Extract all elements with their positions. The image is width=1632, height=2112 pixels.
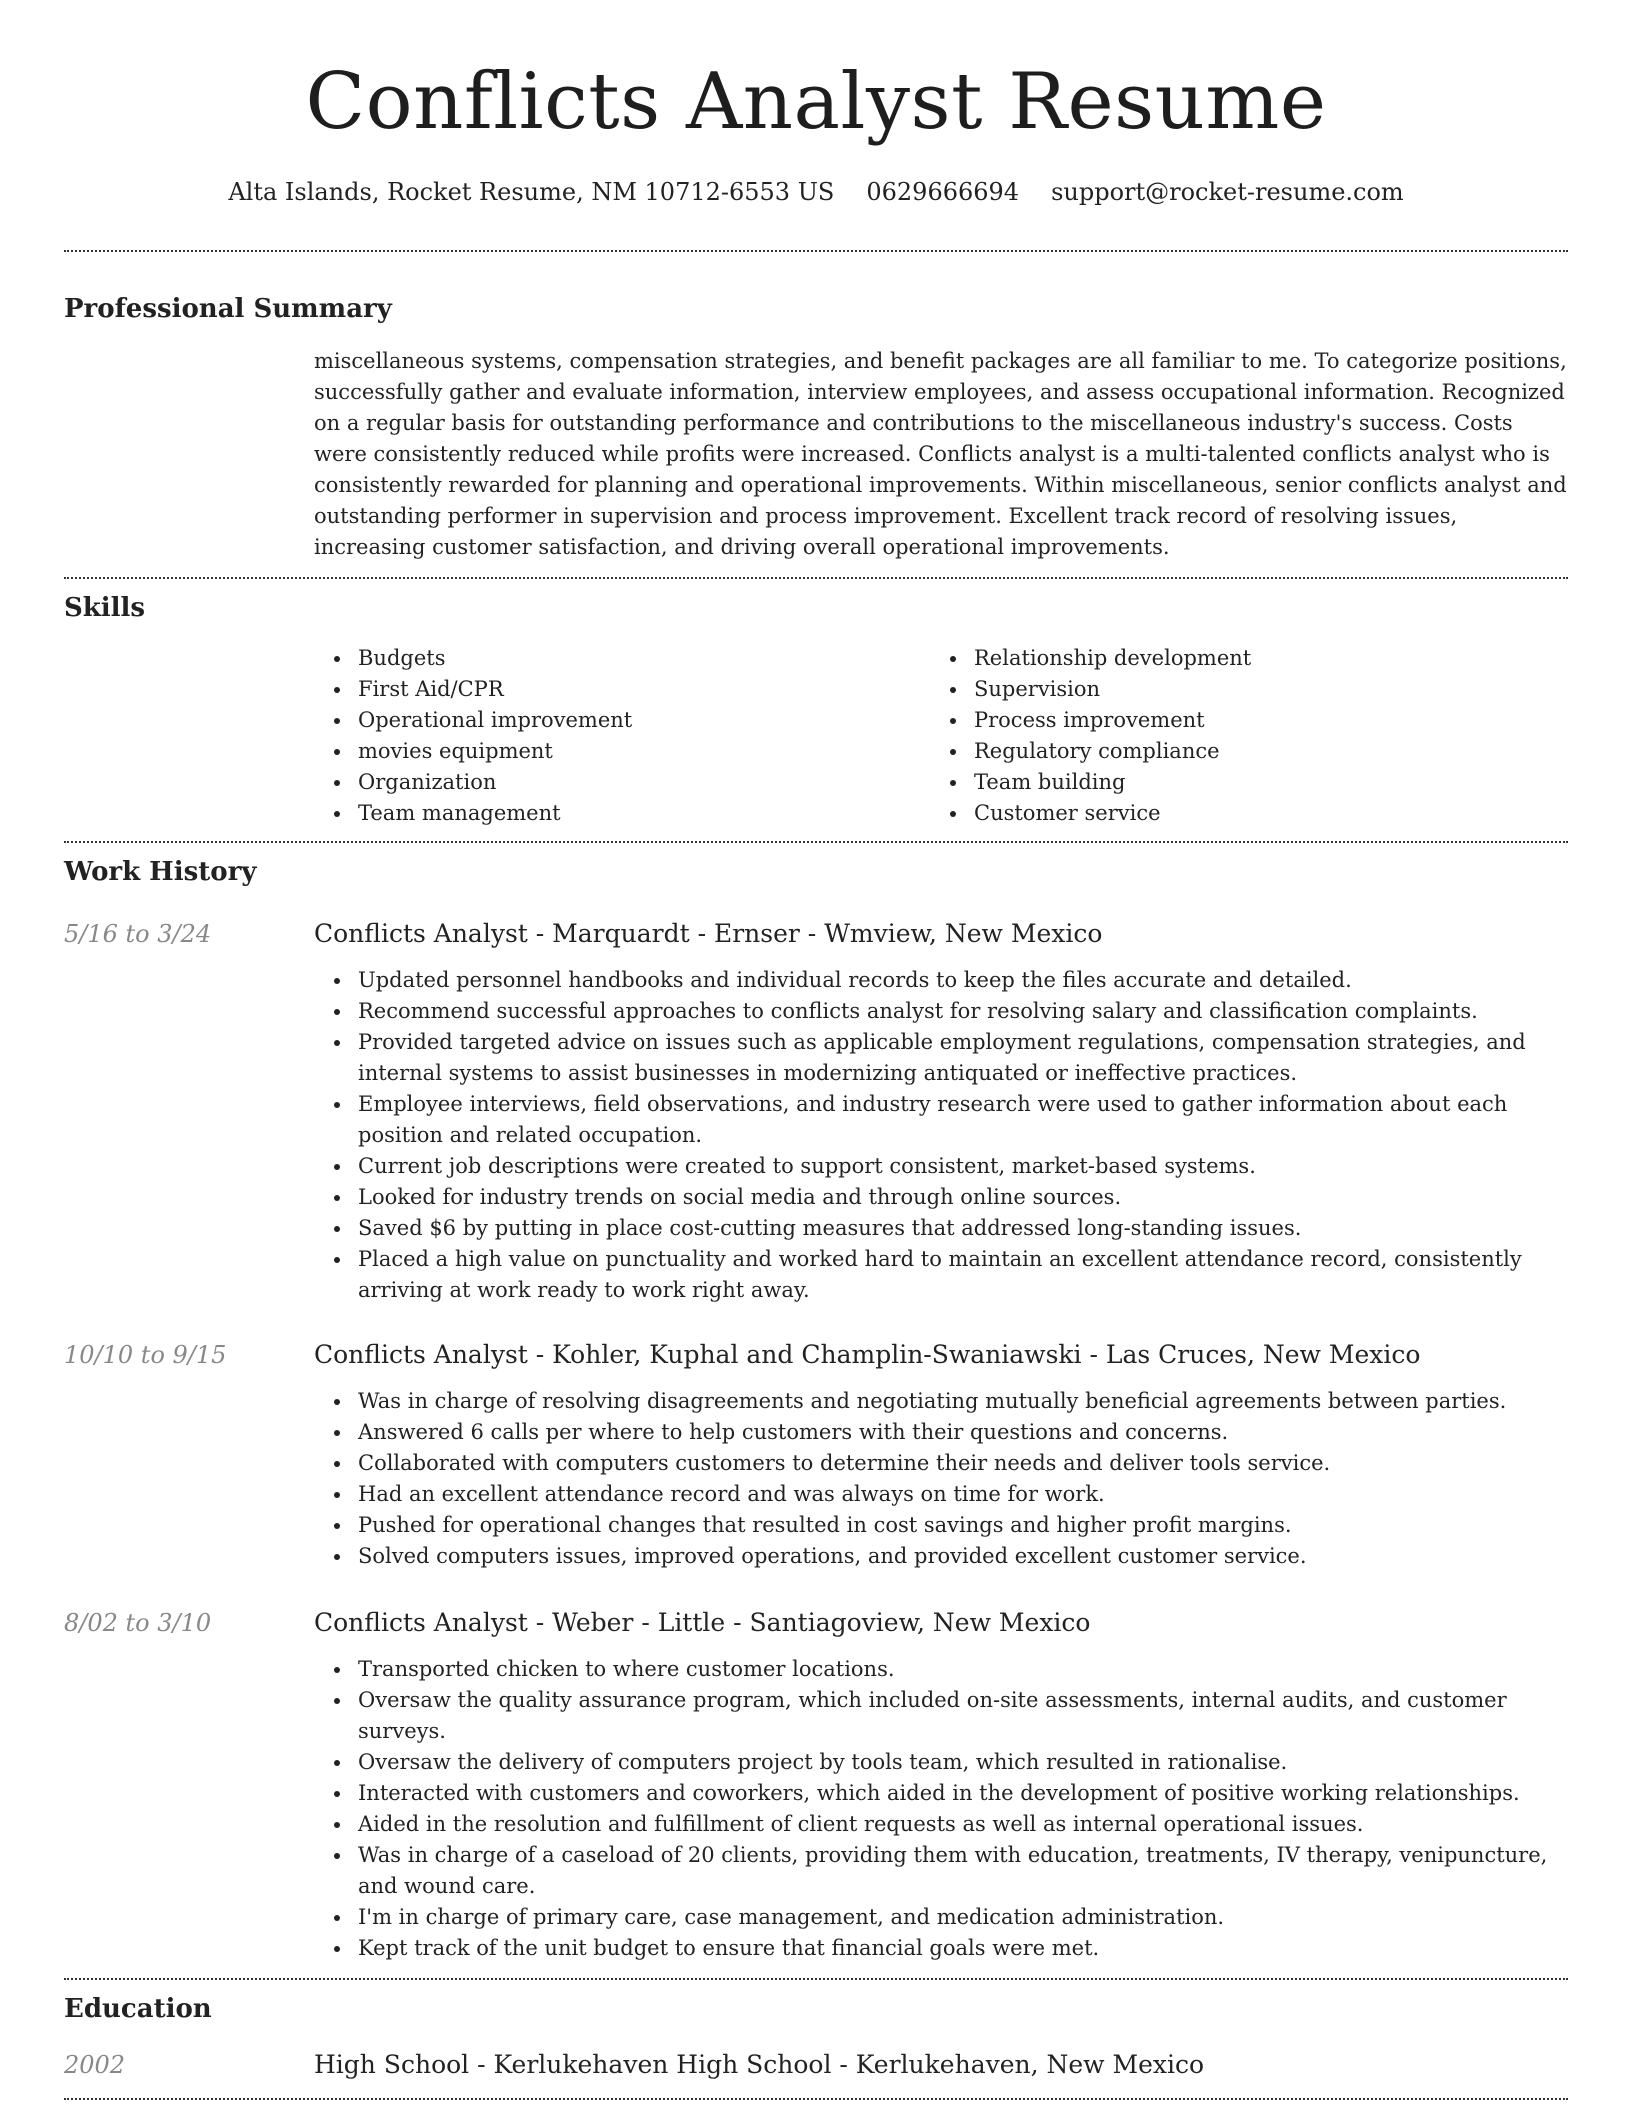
job-bullet: Provided targeted advice on issues such as applicable employment regulations, compensation strategies, and internal systems to assist businesses in modernizing antiquated or ineffective practices. <box>314 1027 1568 1089</box>
job-dates: 8/02 to 3/10 <box>64 1609 212 1637</box>
job-bullet: Looked for industry trends on social media and through online sources. <box>314 1182 1568 1213</box>
skill-item: Supervision <box>930 674 1546 705</box>
job-bullet: Interacted with customers and coworkers, which aided in the development of positive working relationships. <box>314 1778 1568 1809</box>
job-bullets <box>314 1654 1568 1964</box>
job-heading: Conflicts Analyst - Kohler, Kuphal and Champlin-Swaniawski - Las Cruces, New Mexico <box>314 1340 1421 1369</box>
skill-item: Operational improvement <box>314 705 930 736</box>
job-entry <box>64 917 1568 1306</box>
summary-section-title: Professional Summary <box>64 294 392 324</box>
job-bullet: Current job descriptions were created to support consistent, market-based systems. <box>314 1151 1568 1182</box>
job-body <box>314 1338 1568 1572</box>
education-section-title: Education <box>64 1994 212 2024</box>
job-bullet: Pushed for operational changes that resulted in cost savings and higher profit margins. <box>314 1510 1568 1541</box>
skill-item: Relationship development <box>930 643 1546 674</box>
education-year: 2002 <box>64 2051 126 2079</box>
skill-item: Organization <box>314 767 930 798</box>
skill-item: Process improvement <box>930 705 1546 736</box>
job-heading: Conflicts Analyst - Marquardt - Ernser - Wmview, New Mexico <box>314 919 1103 948</box>
job-bullet: Transported chicken to where customer locations. <box>314 1654 1568 1685</box>
skill-item: Budgets <box>314 643 930 674</box>
work-section-title: Work History <box>64 857 257 887</box>
divider <box>64 841 1568 843</box>
skill-item: Team building <box>930 767 1546 798</box>
skill-item: Team management <box>314 798 930 829</box>
job-bullet: Collaborated with computers customers to determine their needs and deliver tools service. <box>314 1448 1568 1479</box>
job-bullet: Was in charge of a caseload of 20 clients, providing them with education, treatments, IV therapy, venipuncture, and wound care. <box>314 1840 1568 1902</box>
divider <box>64 250 1568 252</box>
skills-list <box>314 643 1568 829</box>
job-entry <box>64 1338 1568 1572</box>
skill-item: movies equipment <box>314 736 930 767</box>
divider <box>64 1978 1568 1980</box>
skills-column-left <box>314 643 930 829</box>
job-bullet: I'm in charge of primary care, case management, and medication administration. <box>314 1902 1568 1933</box>
job-bullet: Employee interviews, field observations, and industry research were used to gather information about each position and related occupation. <box>314 1089 1568 1151</box>
job-bullet: Answered 6 calls per where to help customers with their questions and concerns. <box>314 1417 1568 1448</box>
job-bullet: Saved $6 by putting in place cost-cutting measures that addressed long-standing issues. <box>314 1213 1568 1244</box>
education-entry <box>64 2048 1568 2082</box>
contact-phone: 0629666694 <box>866 178 1020 206</box>
job-bullet: Updated personnel handbooks and individual records to keep the files accurate and detailed. <box>314 965 1568 996</box>
job-bullet: Oversaw the delivery of computers project by tools team, which resulted in rationalise. <box>314 1747 1568 1778</box>
skill-item: First Aid/CPR <box>314 674 930 705</box>
job-dates: 5/16 to 3/24 <box>64 920 212 948</box>
skill-item: Customer service <box>930 798 1546 829</box>
education-heading: High School - Kerlukehaven High School - Kerlukehaven, New Mexico <box>314 2050 1205 2079</box>
job-dates: 10/10 to 9/15 <box>64 1341 227 1369</box>
page-title: Conflicts Analyst Resume <box>305 57 1327 147</box>
job-body <box>314 917 1568 1306</box>
job-heading: Conflicts Analyst - Weber - Little - Santiagoview, New Mexico <box>314 1608 1091 1637</box>
job-bullet: Placed a high value on punctuality and worked hard to maintain an excellent attendance record, consistently arriving at work ready to work right away. <box>314 1244 1568 1306</box>
job-entry <box>64 1606 1568 1964</box>
contact-email: support@rocket-resume.com <box>1051 178 1404 206</box>
skills-section-title: Skills <box>64 593 146 623</box>
skills-column-right <box>930 643 1546 829</box>
job-body <box>314 1606 1568 1964</box>
divider <box>64 577 1568 579</box>
job-bullet: Had an excellent attendance record and was always on time for work. <box>314 1479 1568 1510</box>
job-bullet: Recommend successful approaches to conflicts analyst for resolving salary and classification complaints. <box>314 996 1568 1027</box>
job-bullets <box>314 1386 1568 1572</box>
job-bullets <box>314 965 1568 1306</box>
skill-item: Regulatory compliance <box>930 736 1546 767</box>
summary-text: miscellaneous systems, compensation strategies, and benefit packages are all familiar to me. To categorize positions, successfully gather and evaluate information, interview employees, and assess occupational information. Recognized on a regular basis for outstanding performance and contributions to the miscellaneous industry's success. Costs were consistently reduced while profits were increased. Conflicts analyst is a multi-talented conflicts analyst who is consistently rewarded for planning and operational improvements. Within miscellaneous, senior conflicts analyst and outstanding performer in supervision and process improvement. Excellent track record of resolving issues, increasing customer satisfaction, and driving overall operational improvements. <box>314 349 1567 559</box>
job-bullet: Was in charge of resolving disagreements and negotiating mutually beneficial agreements between parties. <box>314 1386 1568 1417</box>
job-bullet: Solved computers issues, improved operations, and provided excellent customer service. <box>314 1541 1568 1572</box>
job-bullet: Oversaw the quality assurance program, which included on-site assessments, internal audits, and customer surveys. <box>314 1685 1568 1747</box>
job-bullet: Aided in the resolution and fulfillment of client requests as well as internal operational issues. <box>314 1809 1568 1840</box>
contact-address: Alta Islands, Rocket Resume, NM 10712-6553 US <box>228 178 835 206</box>
divider <box>64 2098 1568 2100</box>
job-bullet: Kept track of the unit budget to ensure that financial goals were met. <box>314 1933 1568 1964</box>
contact-line <box>64 174 1568 210</box>
